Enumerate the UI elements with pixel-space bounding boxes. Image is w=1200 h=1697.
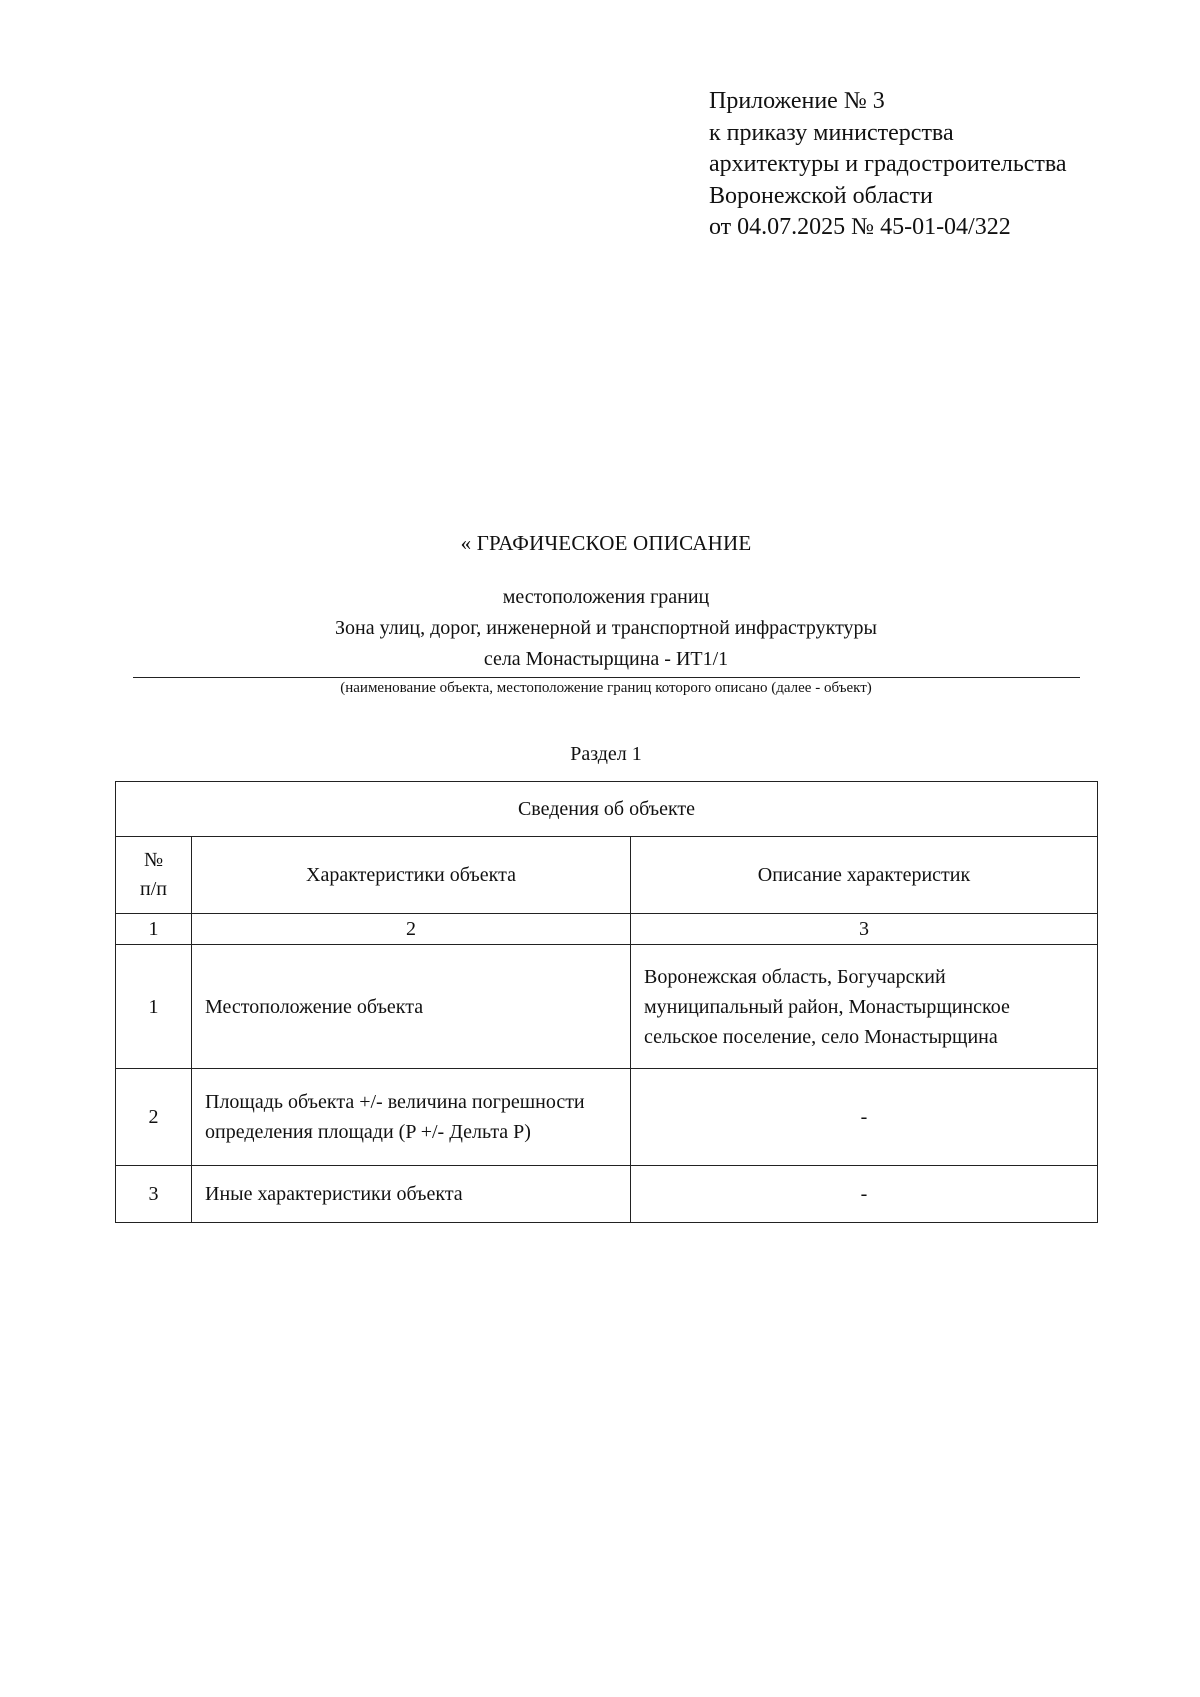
table-row [116,1069,1098,1166]
appendix-line: архитектуры и градостроительства [709,151,1067,177]
document-title: « ГРАФИЧЕСКОЕ ОПИСАНИЕ [460,531,752,555]
object-name-note: (наименование объекта, местоположение границ которого описано (далее - объект) [340,680,872,696]
subtitle-line: местоположения границ [502,586,710,608]
underline-divider [133,677,1080,678]
column-index: 2 [192,914,631,945]
row-characteristic: Площадь объекта +/- величина погрешности определения площади (P +/- Дельта P) [192,1069,631,1166]
column-index-row [116,914,1098,945]
appendix-line: от 04.07.2025 № 45-01-04/322 [709,214,1011,240]
table-row [116,945,1098,1069]
appendix-line: Воронежской области [709,182,933,209]
column-index: 3 [631,914,1098,945]
row-description: - [631,1069,1098,1166]
column-header-characteristic: Характеристики объекта [192,837,631,914]
section-label: Раздел 1 [570,743,642,765]
row-characteristic: Иные характеристики объекта [192,1166,631,1223]
row-number: 3 [116,1166,192,1223]
object-subtitle [0,582,1200,675]
column-header-row [116,837,1098,914]
row-description: Воронежская область, Богучарский муниципальный район, Монастырщинское сельское поселение, село Монастырщина [631,945,1098,1069]
table-row [116,1166,1098,1223]
column-header-number [116,837,192,914]
subtitle-line: Зона улиц, дорог, инженерной и транспортной инфраструктуры [335,617,877,639]
column-header-number-line: № [143,849,164,871]
row-characteristic: Местоположение объекта [192,945,631,1069]
row-number: 2 [116,1069,192,1166]
object-info-table [115,781,1098,1223]
appendix-line: к приказу министерства [709,119,954,146]
column-header-description: Описание характеристик [631,837,1098,914]
row-description: - [631,1166,1098,1223]
column-index: 1 [116,914,192,945]
table-caption: Сведения об объекте [116,782,1098,837]
appendix-block [709,86,1067,244]
subtitle-line: села Монастырщина - ИТ1/1 [483,648,729,670]
table-caption-row [116,782,1098,837]
row-number: 1 [116,945,192,1069]
appendix-line: Приложение № 3 [709,88,885,114]
column-header-number-line: п/п [140,878,167,900]
